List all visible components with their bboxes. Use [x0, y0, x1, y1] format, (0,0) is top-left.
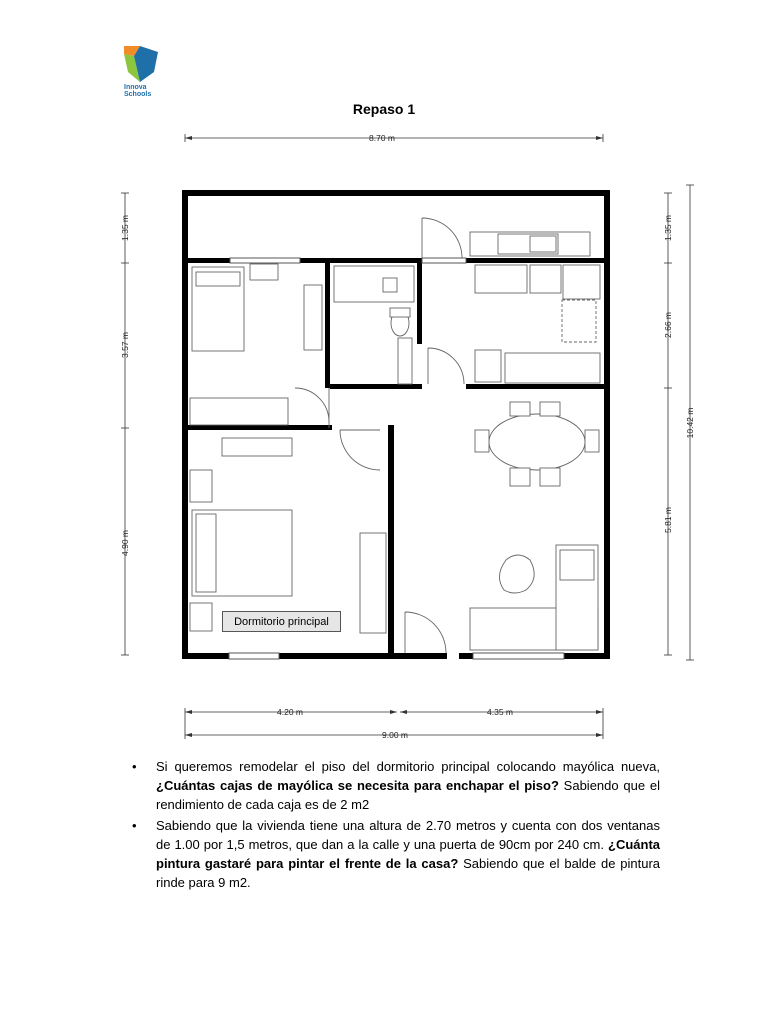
dim-left-3: 4.90 m — [120, 530, 130, 556]
furniture — [190, 232, 600, 650]
dim-right-1: 1.35 m — [663, 215, 673, 241]
logo-text: Innova Schools — [124, 84, 152, 98]
room-label-master-bedroom: Dormitorio principal — [222, 611, 341, 632]
dim-bottom-total: 9.00 m — [382, 730, 408, 740]
dim-left-2: 3.57 m — [120, 332, 130, 358]
bullet-icon: • — [132, 759, 137, 774]
page-title: Repaso 1 — [352, 101, 416, 117]
dim-right-total: 10.42 m — [685, 407, 695, 439]
dim-right-3: 5.81 m — [663, 507, 673, 533]
bullet-icon: • — [132, 818, 137, 833]
question-list — [130, 757, 660, 894]
dim-bottom-left: 4.20 m — [277, 707, 303, 717]
dim-left-1: 1.35 m — [120, 215, 130, 241]
dim-bottom-right: 4.35 m — [487, 707, 513, 717]
question-item: • Si queremos remodelar el piso del dormitorio principal colocando mayólica nueva, ¿Cuántas cajas de mayólica se necesita para enchapar el piso? Sabiendo que el rendimiento de cada caja es de 2 m2 — [132, 759, 660, 812]
dim-top-total: 8.70 m — [369, 133, 395, 143]
floor-plan — [100, 125, 705, 745]
dim-right-2: 2.66 m — [663, 312, 673, 338]
question-item: • Sabiendo que la vivienda tiene una altura de 2.70 metros y cuenta con dos ventanas de 1.00 por 1,5 metros, que dan a la calle y una puerta de 90cm por 240 cm. ¿Cuánta pintura gastaré para pintar el frente de la casa? Sabiendo que el balde de pintura rinde para 9 m2. — [132, 818, 660, 890]
